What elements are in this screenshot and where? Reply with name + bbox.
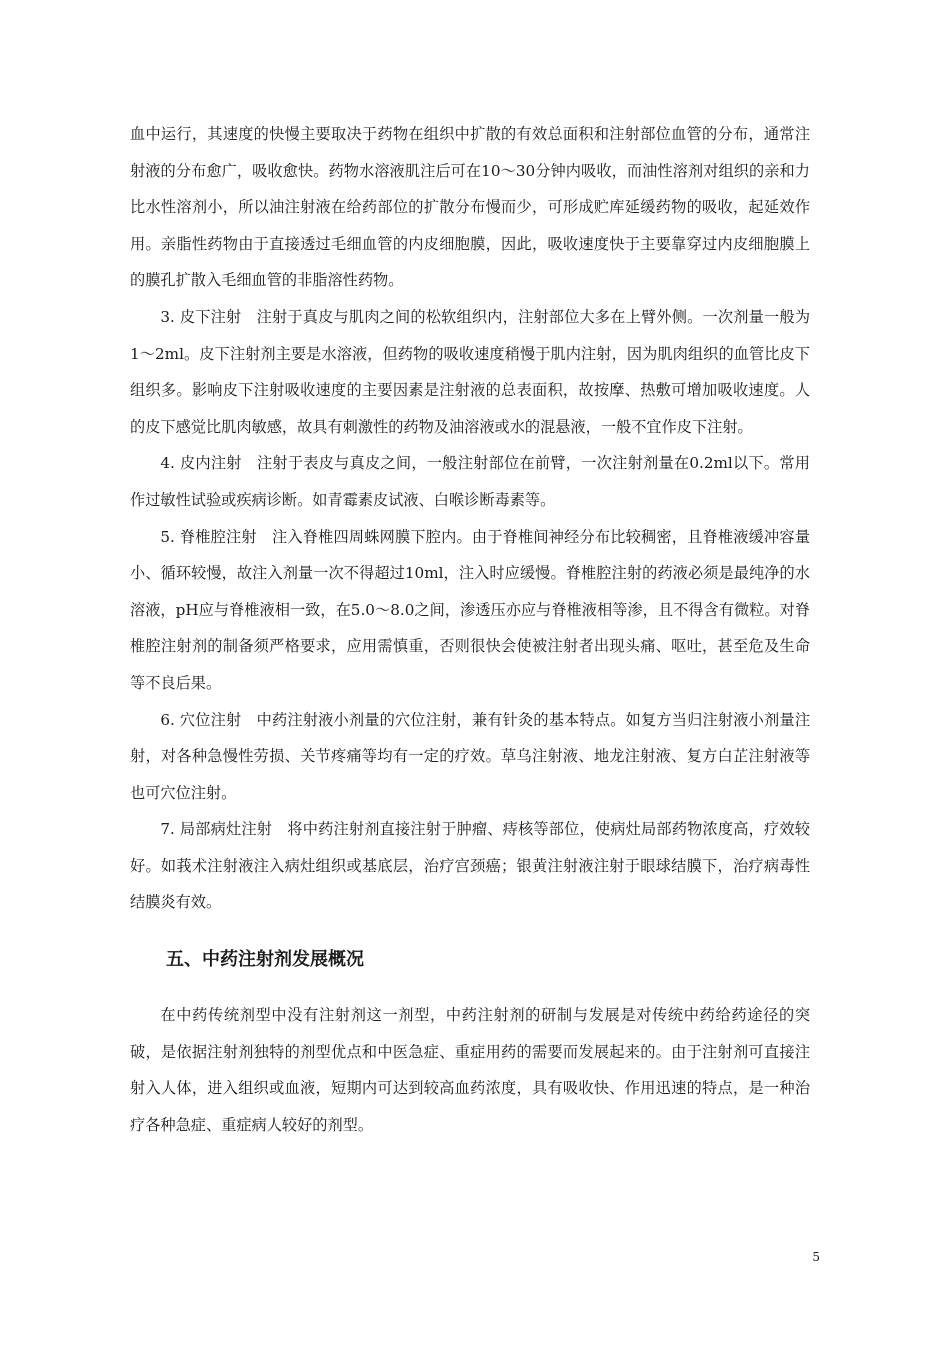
paragraph-label: 3. 皮下注射 bbox=[160, 307, 242, 326]
paragraph-spinal-injection bbox=[130, 519, 810, 702]
paragraph-text: 血中运行，其速度的快慢主要取决于药物在组织中扩散的有效总面积和注射部位血管的分布，通常注射液的分布愈广，吸收愈快。药物水溶液肌注后可在10～30分钟内吸收，而油性溶剂对组织的亲和力比水性溶剂小，所以油注射液在给药部位的扩散分布慢而少，可形成贮库延缓药物的吸收，起延效作用。亲脂性药物由于直接透过毛细血管的内皮细胞膜，因此，吸收速度快于主要靠穿过内皮细胞膜上的膜孔扩散入毛细血管的非脂溶性药物。 bbox=[130, 125, 810, 290]
section-paragraph: 在中药传统剂型中没有注射剂这一剂型，中药注射剂的研制与发展是对传统中药给药途径的突破，是依据注射剂独特的剂型优点和中医急症、重症用药的需要而发展起来的。由于注射剂可直接注射入人体，进入组织或血液，短期内可达到较高血药浓度，具有吸收快、作用迅速的特点，是一种治疗各种急症、重症病人较好的剂型。 bbox=[130, 1006, 810, 1134]
paragraph-text: 注入脊椎四周蛛网膜下腔内。由于脊椎间神经分布比较稠密，且脊椎液缓冲容量小、循环较慢，故注入剂量一次不得超过10ml，注入时应缓慢。脊椎腔注射的药液必须是最纯净的水溶液，pH应与脊椎液相一致，在5.0～8.0之间，渗透压亦应与脊椎液相等渗，且不得含有微粒。对脊椎腔注射剂的制备须严格要求，应用需慎重，否则很快会使被注射者出现头痛、呕吐，甚至危及生命等不良后果。 bbox=[130, 527, 811, 692]
paragraph-subcutaneous-injection bbox=[130, 299, 810, 445]
paragraph-label: 5. 脊椎腔注射 bbox=[160, 527, 257, 546]
section-heading: 五、中药注射剂发展概况 bbox=[166, 949, 364, 971]
paragraph-label: 6. 穴位注射 bbox=[160, 710, 242, 729]
paragraph-intradermal-injection bbox=[130, 445, 810, 518]
paragraph-continued bbox=[130, 116, 810, 299]
paragraph-label: 7. 局部病灶注射 bbox=[160, 820, 273, 839]
paragraph-text: 注射于表皮与真皮之间，一般注射部位在前臂，一次注射剂量在0.2ml以下。常用作过敏性试验或疾病诊断。如青霉素皮试液、白喉诊断毒素等。 bbox=[130, 454, 810, 509]
paragraph-acupoint-injection bbox=[130, 702, 810, 812]
paragraph-label: 4. 皮内注射 bbox=[160, 454, 242, 473]
paragraph-text: 注射于真皮与肌肉之间的松软组织内，注射部位大多在上臂外侧。一次剂量一般为1～2ml。皮下注射剂主要是水溶液，但药物的吸收速度稍慢于肌内注射，因为肌肉组织的血管比皮下组织多。影响皮下注射吸收速度的主要因素是注射液的总表面积，故按摩、热敷可增加吸收速度。人的皮下感觉比肌肉敏感，故具有刺激性的药物及油溶液或水的混悬液，一般不宜作皮下注射。 bbox=[130, 307, 811, 436]
page-content bbox=[130, 116, 810, 1143]
paragraph-local-lesion-injection bbox=[130, 811, 810, 921]
paragraph-text: 将中药注射剂直接注射于肿瘤、痔核等部位，使病灶局部药物浓度高，疗效较好。如莪术注射液注入病灶组织或基底层，治疗宫颈癌；银黄注射液注射于眼球结膜下，治疗病毒性结膜炎有效。 bbox=[130, 820, 810, 912]
paragraph-text: 中药注射液小剂量的穴位注射，兼有针灸的基本特点。如复方当归注射液小剂量注射，对各种急慢性劳损、关节疼痛等均有一定的疗效。草乌注射液、地龙注射液、复方白芷注射液等也可穴位注射。 bbox=[130, 710, 811, 802]
page-number: 5 bbox=[812, 1250, 820, 1264]
